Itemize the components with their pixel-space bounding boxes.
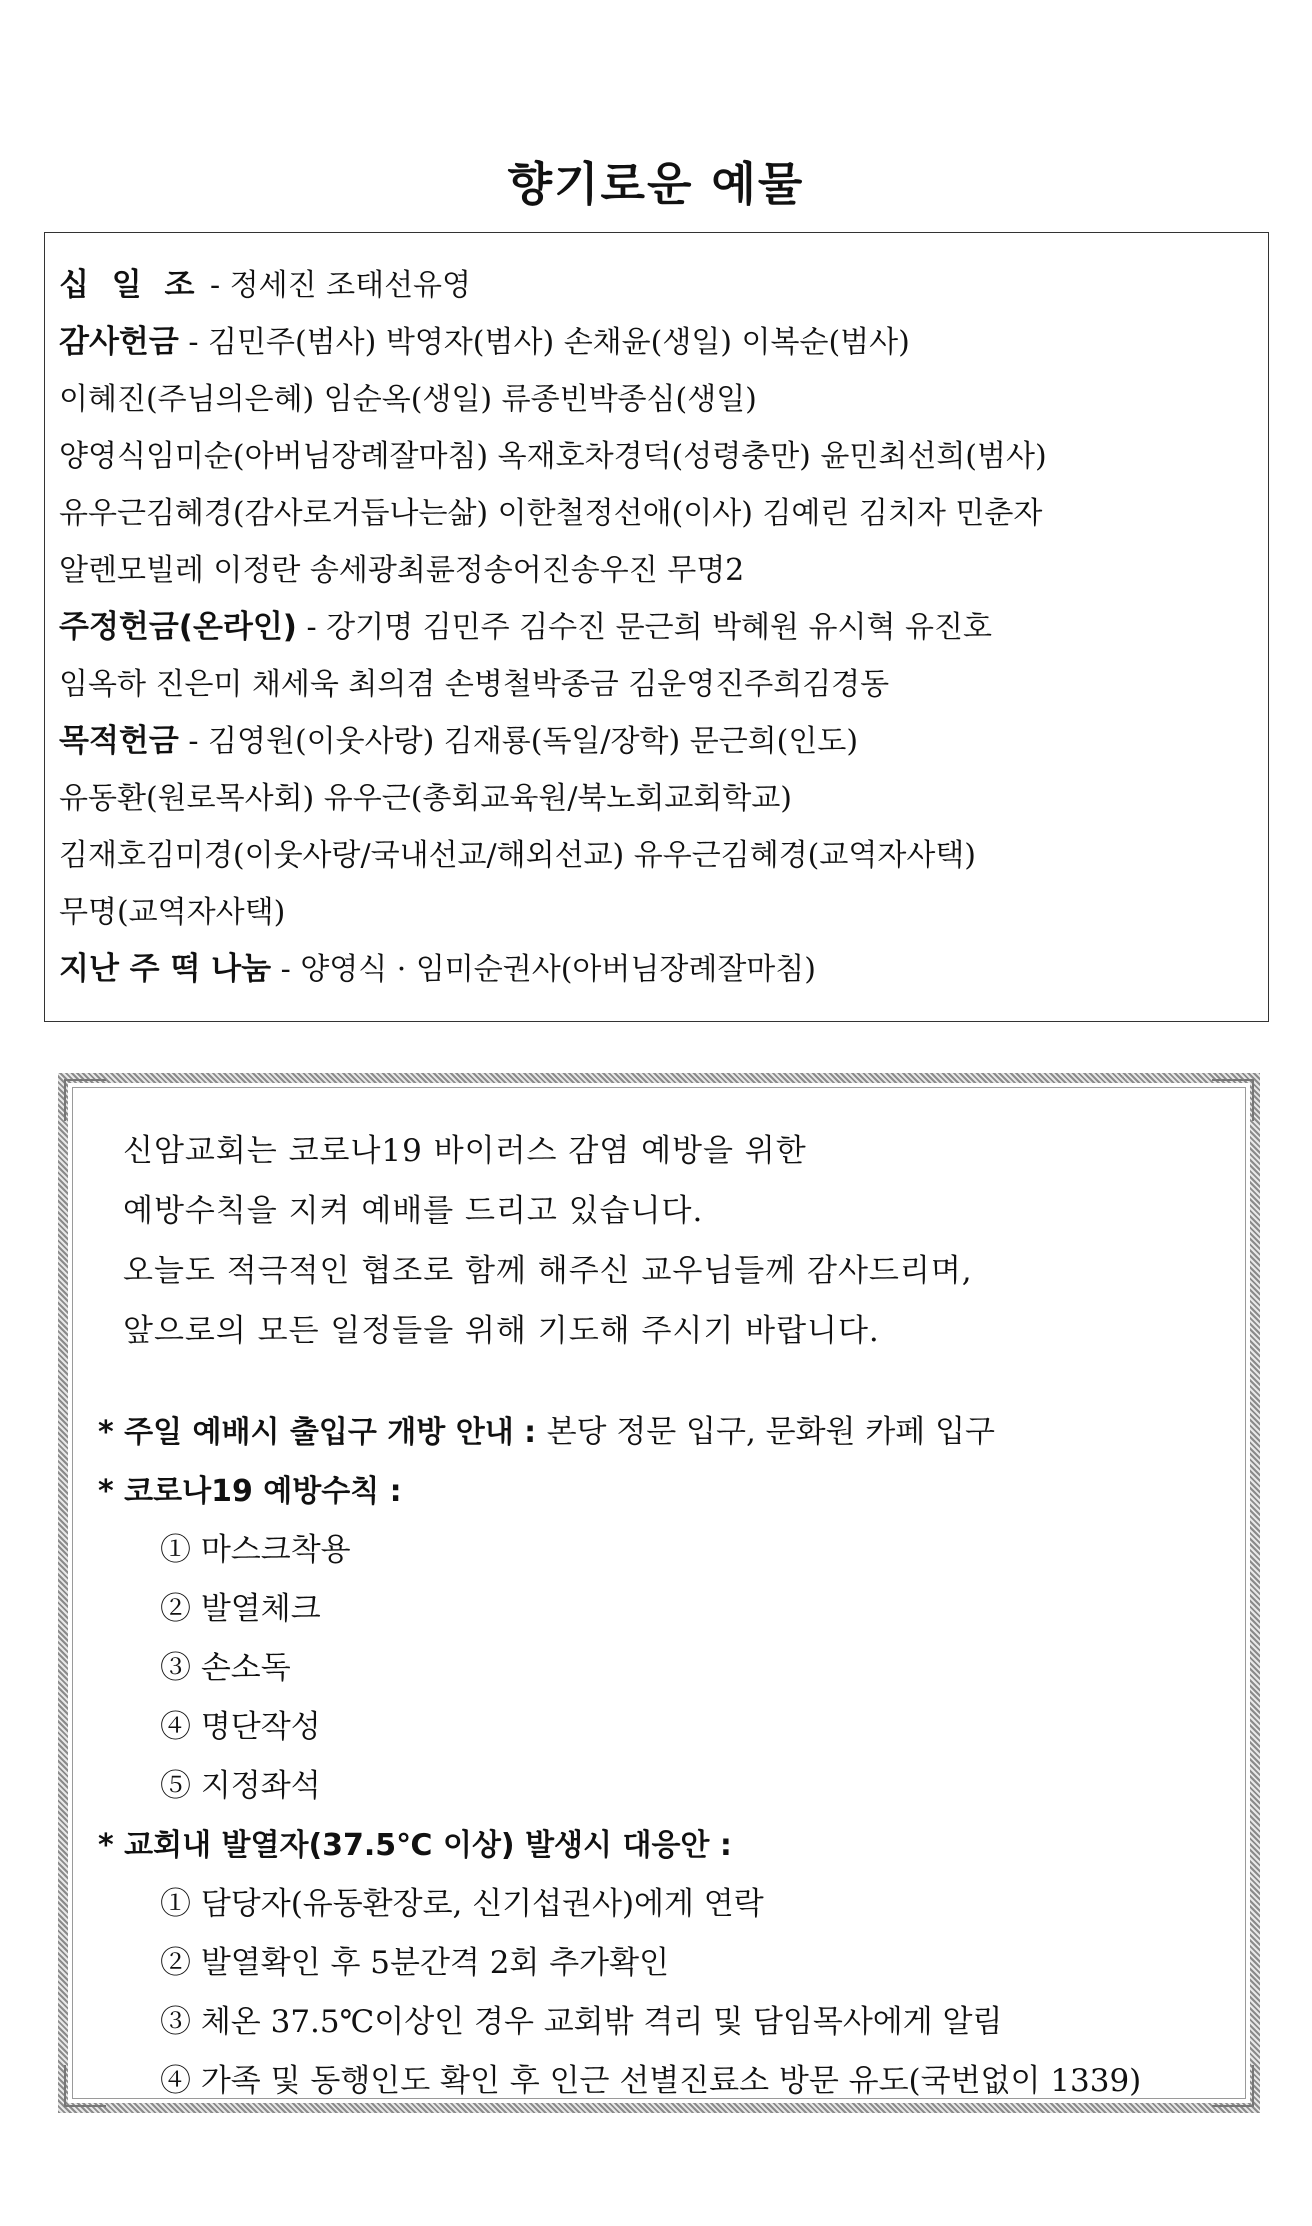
intro-line: 신암교회는 코로나19 바이러스 감염 예방을 위한 xyxy=(123,1133,807,1169)
prevention-heading xyxy=(98,1462,1141,1521)
intro-line: 오늘도 적극적인 협조로 함께 해주신 교우님들께 감사드리며, xyxy=(123,1253,973,1289)
intro-line: 앞으로의 모든 일정들을 위해 기도해 주시기 바랍니다. xyxy=(123,1313,880,1349)
thanks-names-line: 유우근김혜경(감사로거듭나는삶) 이한철정선애(이사) 김예린 김치자 민춘자 xyxy=(59,496,1043,531)
entrance-label: * 주일 예배시 출입구 개방 안내 : xyxy=(98,1415,547,1450)
thanks-label: 감사헌금 xyxy=(59,324,179,360)
tithe-names: - 정세진 조태선유영 xyxy=(200,268,472,303)
fever-label: * 교회내 발열자(37.5℃ 이상) 발생시 대응안 : xyxy=(98,1828,732,1863)
purpose-names-line: 무명(교역자사택) xyxy=(59,895,286,930)
entrance-text: 본당 정문 입구, 문화원 카페 입구 xyxy=(546,1414,995,1450)
entrance-line xyxy=(98,1403,1141,1462)
fever-item: ③ 체온 37.5℃이상인 경우 교회밖 격리 및 담임목사에게 알림 xyxy=(160,2004,1003,2040)
prevention-item: ⑤ 지정좌석 xyxy=(160,1768,321,1804)
notice-rules xyxy=(98,1403,1141,2111)
tithe-line xyxy=(59,257,1259,314)
frame-corner xyxy=(1212,1079,1254,1121)
covid-notice-box xyxy=(58,1073,1260,2113)
frame-corner xyxy=(64,1079,106,1121)
tithe-label: 십 일 조 xyxy=(59,267,201,303)
prevention-item: ① 마스크착용 xyxy=(160,1532,351,1568)
weekly-names: - 강기명 김민주 김수진 문근희 박혜원 유시혁 유진호 xyxy=(296,610,992,645)
purpose-line xyxy=(59,713,1259,770)
purpose-names-line: 김재호김미경(이웃사랑/국내선교/해외선교) 유우근김혜경(교역자사택) xyxy=(59,838,976,873)
thanks-names-line: 양영식임미순(아버님장례잘마침) 옥재호차경덕(성령충만) 윤민최선희(범사) xyxy=(59,439,1047,474)
weekly-names-line: 임옥하 진은미 채세욱 최의겸 손병철박종금 김운영진주희김경동 xyxy=(59,667,890,702)
intro-line: 예방수칙을 지켜 예배를 드리고 있습니다. xyxy=(123,1193,704,1229)
thanks-names-line: 알렌모빌레 이정란 송세광최륜정송어진송우진 무명2 xyxy=(59,553,745,588)
rice-cake-line xyxy=(59,941,1259,998)
thanks-line xyxy=(59,314,1259,371)
fever-item: ④ 가족 및 동행인도 확인 후 인근 선별진료소 방문 유도(국번없이 1339) xyxy=(160,2063,1142,2099)
purpose-label: 목적헌금 xyxy=(59,723,179,759)
prevention-item: ③ 손소독 xyxy=(160,1650,291,1686)
fever-item: ② 발열확인 후 5분간격 2회 추가확인 xyxy=(160,1945,670,1981)
prevention-label: * 코로나19 예방수칙 : xyxy=(98,1474,402,1509)
prevention-item: ② 발열체크 xyxy=(160,1591,321,1627)
rice-cake-names: - 양영식 · 임미순권사(아버님장례잘마침) xyxy=(271,952,816,987)
fever-item: ① 담당자(유동환장로, 신기섭권사)에게 연락 xyxy=(160,1886,764,1922)
prevention-item: ④ 명단작성 xyxy=(160,1709,321,1745)
thanks-names: - 김민주(범사) 박영자(범사) 손채윤(생일) 이복순(범사) xyxy=(178,325,910,360)
notice-intro xyxy=(123,1121,973,1361)
rice-cake-label: 지난 주 떡 나눔 xyxy=(59,951,272,987)
thanks-names-line: 이혜진(주님의은혜) 임순옥(생일) 류종빈박종심(생일) xyxy=(59,382,757,417)
weekly-line xyxy=(59,599,1259,656)
weekly-label: 주정헌금(온라인) xyxy=(59,609,297,645)
purpose-names-line: 유동환(원로목사회) 유우근(총회교육원/북노회교회학교) xyxy=(59,781,792,816)
fever-heading xyxy=(98,1816,1141,1875)
page-title: 향기로운 예물 xyxy=(507,157,805,211)
offering-list xyxy=(59,257,1259,998)
frame-corner xyxy=(1212,2065,1254,2107)
offering-box xyxy=(44,232,1269,1022)
purpose-names: - 김영원(이웃사랑) 김재룡(독일/장학) 문근희(인도) xyxy=(178,724,859,759)
